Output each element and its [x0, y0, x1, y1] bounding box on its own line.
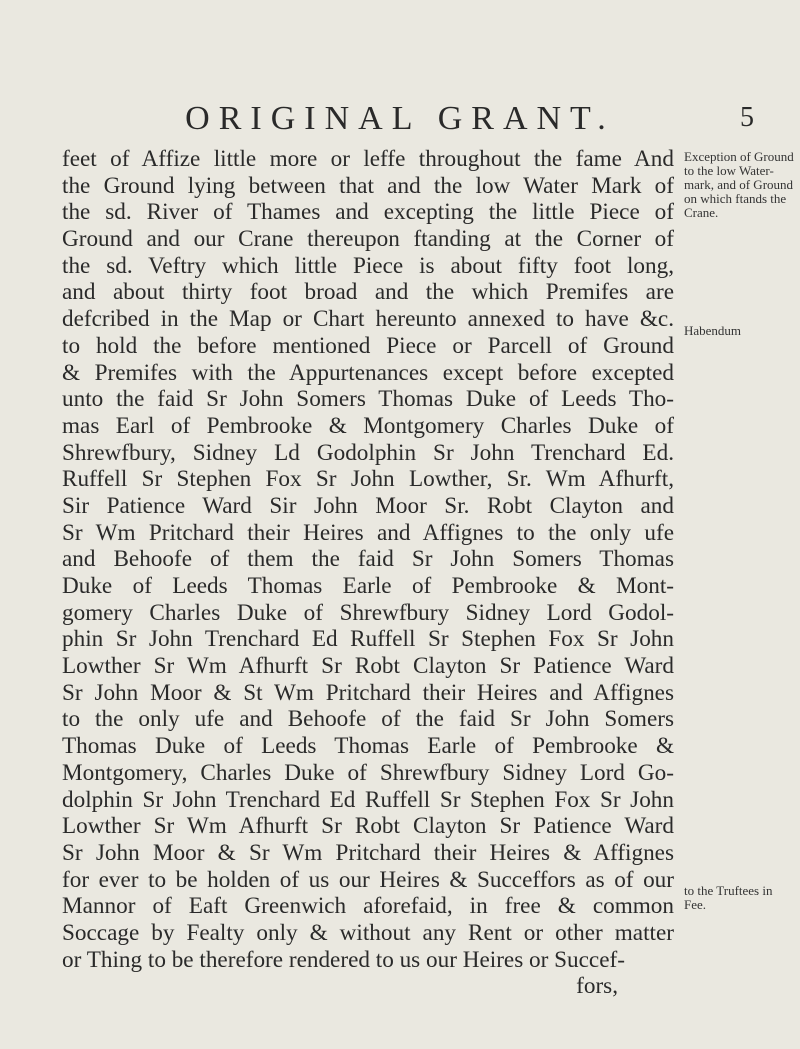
- text-line: phin Sr John Trenchard Ed Ruffell Sr Stephen Fox Sr John: [62, 626, 674, 653]
- text-line: the sd. Veftry which little Piece is about fifty foot long,: [62, 252, 674, 279]
- text-line: for ever to be holden of us our Heires & Succeffors as of our: [62, 866, 674, 893]
- text-line: mas Earl of Pembrooke & Montgomery Charles Duke of: [62, 412, 674, 439]
- text-line: & Premifes with the Appurtenances except before excepted: [62, 359, 674, 386]
- text-line: gomery Charles Duke of Shrewfbury Sidney Lord Godol-: [62, 599, 674, 626]
- text-line: Sr John Moor & Sr Wm Pritchard their Heires & Affignes: [62, 839, 674, 866]
- text-line: fors,: [576, 973, 618, 1000]
- text-line: Thomas Duke of Leeds Thomas Earle of Pembrooke &: [62, 733, 674, 760]
- text-line: Ruffell Sr Stephen Fox Sr John Lowther, Sr. Wm Afhurft,: [62, 466, 674, 493]
- body-text: [62, 146, 674, 1000]
- text-line: to the only ufe and Behoofe of the faid Sr John Somers: [62, 706, 674, 733]
- text-line: the Ground lying between that and the low Water Mark of: [62, 172, 674, 199]
- text-line: unto the faid Sr John Somers Thomas Duke of Leeds Tho-: [62, 386, 674, 413]
- text-line: dolphin Sr John Trenchard Ed Ruffell Sr Stephen Fox Sr John: [62, 786, 674, 813]
- page-title: ORIGINAL GRANT.: [185, 100, 615, 137]
- text-line: Mannor of Eaft Greenwich aforefaid, in free & common: [62, 893, 674, 920]
- text-line: defcribed in the Map or Chart hereunto annexed to have &c.: [62, 306, 674, 333]
- margin-note-trustees: to the Truftees in Fee.: [684, 883, 773, 912]
- page-header: [0, 100, 800, 140]
- text-line: Soccage by Fealty only & without any Rent or other matter: [62, 919, 674, 946]
- text-line: Sr Wm Pritchard their Heires and Affignes to the only ufe: [62, 519, 674, 546]
- text-line: Duke of Leeds Thomas Earle of Pembrooke & Mont-: [62, 573, 674, 599]
- text-line: and Behoofe of them the faid Sr John Somers Thomas: [62, 546, 674, 573]
- text-line: to hold the before mentioned Piece or Parcell of Ground: [62, 332, 674, 359]
- text-line: the sd. River of Thames and excepting the little Piece of: [62, 199, 674, 226]
- text-line: Montgomery, Charles Duke of Shrewfbury Sidney Lord Go-: [62, 759, 674, 786]
- text-line: Sir Patience Ward Sir John Moor Sr. Robt Clayton and: [62, 492, 674, 519]
- text-line: Lowther Sr Wm Afhurft Sr Robt Clayton Sr Patience Ward: [62, 813, 674, 840]
- text-line: Ground and our Crane thereupon ftanding at the Corner of: [62, 226, 674, 253]
- text-line: Shrewfbury, Sidney Ld Godolphin Sr John Trenchard Ed.: [62, 439, 674, 466]
- text-line: and about thirty foot broad and the which Premifes are: [62, 279, 674, 306]
- page-number: 5: [740, 102, 754, 133]
- text-line: Sr John Moor & St Wm Pritchard their Heires and Affignes: [62, 679, 674, 706]
- text-line: Lowther Sr Wm Afhurft Sr Robt Clayton Sr Patience Ward: [62, 653, 674, 680]
- text-line: feet of Affize little more or leffe throughout the fame And: [62, 146, 674, 172]
- margin-note-exception: Exception of Ground to the low Water-mark, and of Ground on which ftands the Crane.: [684, 149, 794, 220]
- text-line: or Thing to be therefore rendered to us our Heires or Succef-: [62, 946, 625, 973]
- margin-note-habendum: Habendum: [684, 323, 742, 338]
